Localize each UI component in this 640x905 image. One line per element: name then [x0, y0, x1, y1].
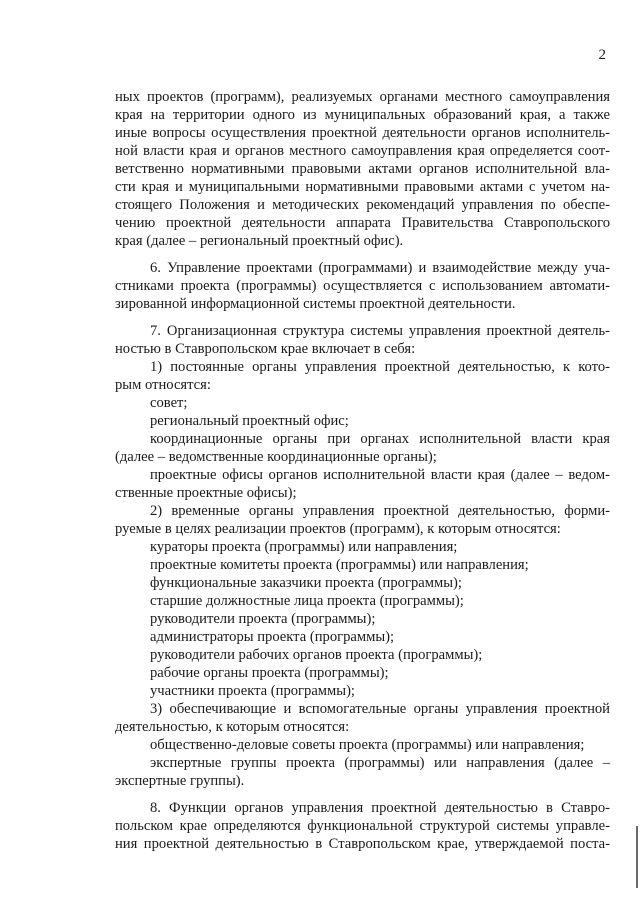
list-item: общественно-деловые советы проекта (программы) или направления;	[150, 737, 585, 753]
text-line: края на территории одного из муниципальных образований края, а также	[115, 107, 610, 123]
list-item-2: 2) временные органы управления проектной деятельностью, форми-	[150, 503, 610, 519]
paragraph-6-line: 6. Управление проектами (программами) и взаимодействие между уча-	[150, 260, 610, 276]
text-line: стоящего Положения и методических рекомендаций управления по обеспе-	[115, 197, 610, 213]
text-line: деятельностью, к которым относятся:	[115, 719, 350, 735]
text-line: иные вопросы осуществления проектной деятельности органов исполнитель-	[115, 125, 610, 141]
list-item: кураторы проекта (программы) или направления;	[150, 539, 458, 555]
text-line: сти края и муниципальными нормативными правовыми актами с учетом на-	[115, 179, 610, 195]
text-line: зированной информационной системы проектной деятельности.	[115, 296, 516, 312]
list-item: участники проекта (программы);	[150, 683, 355, 699]
text-line: ния проектной деятельностью в Ставропольском крае, утверждаемой поста-	[115, 836, 610, 852]
list-item: координационные органы при органах исполнительной власти края	[150, 431, 610, 447]
list-item: проектные комитеты проекта (программы) или направления;	[150, 557, 529, 573]
text-line: польском крае определяются функциональной структурой системы управле-	[115, 818, 610, 834]
list-item: старшие должностные лица проекта (программы);	[150, 593, 464, 609]
text-line: руемые в целях реализации проектов (программ), к которым относятся:	[115, 521, 561, 537]
list-item: администраторы проекта (программы);	[150, 629, 395, 645]
list-item: функциональные заказчики проекта (программы);	[150, 575, 462, 591]
list-item: экспертные группы проекта (программы) или направления (далее –	[150, 755, 610, 771]
text-line: экспертные группы).	[115, 773, 245, 789]
text-line: ной власти края и органов местного самоуправления края определяется соот-	[115, 143, 610, 159]
text-line: края (далее – региональный проектный офис).	[115, 233, 404, 249]
text-line: ственные проектные офисы);	[115, 485, 297, 501]
list-item: руководители рабочих органов проекта (программы);	[150, 647, 483, 663]
list-item: рабочие органы проекта (программы);	[150, 665, 389, 681]
list-item-1: 1) постоянные органы управления проектной деятельностью, к кото-	[150, 359, 610, 375]
text-line: ных проектов (программ), реализуемых органами местного самоуправления	[115, 89, 610, 105]
text-line: рым относятся:	[115, 377, 211, 393]
list-item: руководители проекта (программы);	[150, 611, 376, 627]
list-item: совет;	[150, 395, 188, 411]
text-line: стниками проекта (программы) осуществляется с использованием автомати-	[115, 278, 610, 294]
list-item: региональный проектный офис;	[150, 413, 349, 429]
text-line: (далее – ведомственные координационные органы);	[115, 449, 437, 465]
paragraph-7-line: 7. Организационная структура системы управления проектной деятель-	[150, 323, 610, 339]
text-line: чению проектной деятельности аппарата Правительства Ставропольского	[115, 215, 610, 231]
page-number: 2	[598, 47, 606, 63]
text-line: ветственно нормативными правовыми актами органов исполнительной вла-	[115, 161, 610, 177]
list-item-3: 3) обеспечивающие и вспомогательные органы управления проектной	[150, 701, 610, 717]
text-line: ностью в Ставропольском крае включает в себя:	[115, 341, 416, 357]
scan-edge-mark	[636, 826, 638, 888]
paragraph-8-line: 8. Функции органов управления проектной деятельностью в Ставро-	[150, 800, 610, 816]
list-item: проектные офисы органов исполнительной власти края (далее – ведом-	[150, 467, 610, 483]
